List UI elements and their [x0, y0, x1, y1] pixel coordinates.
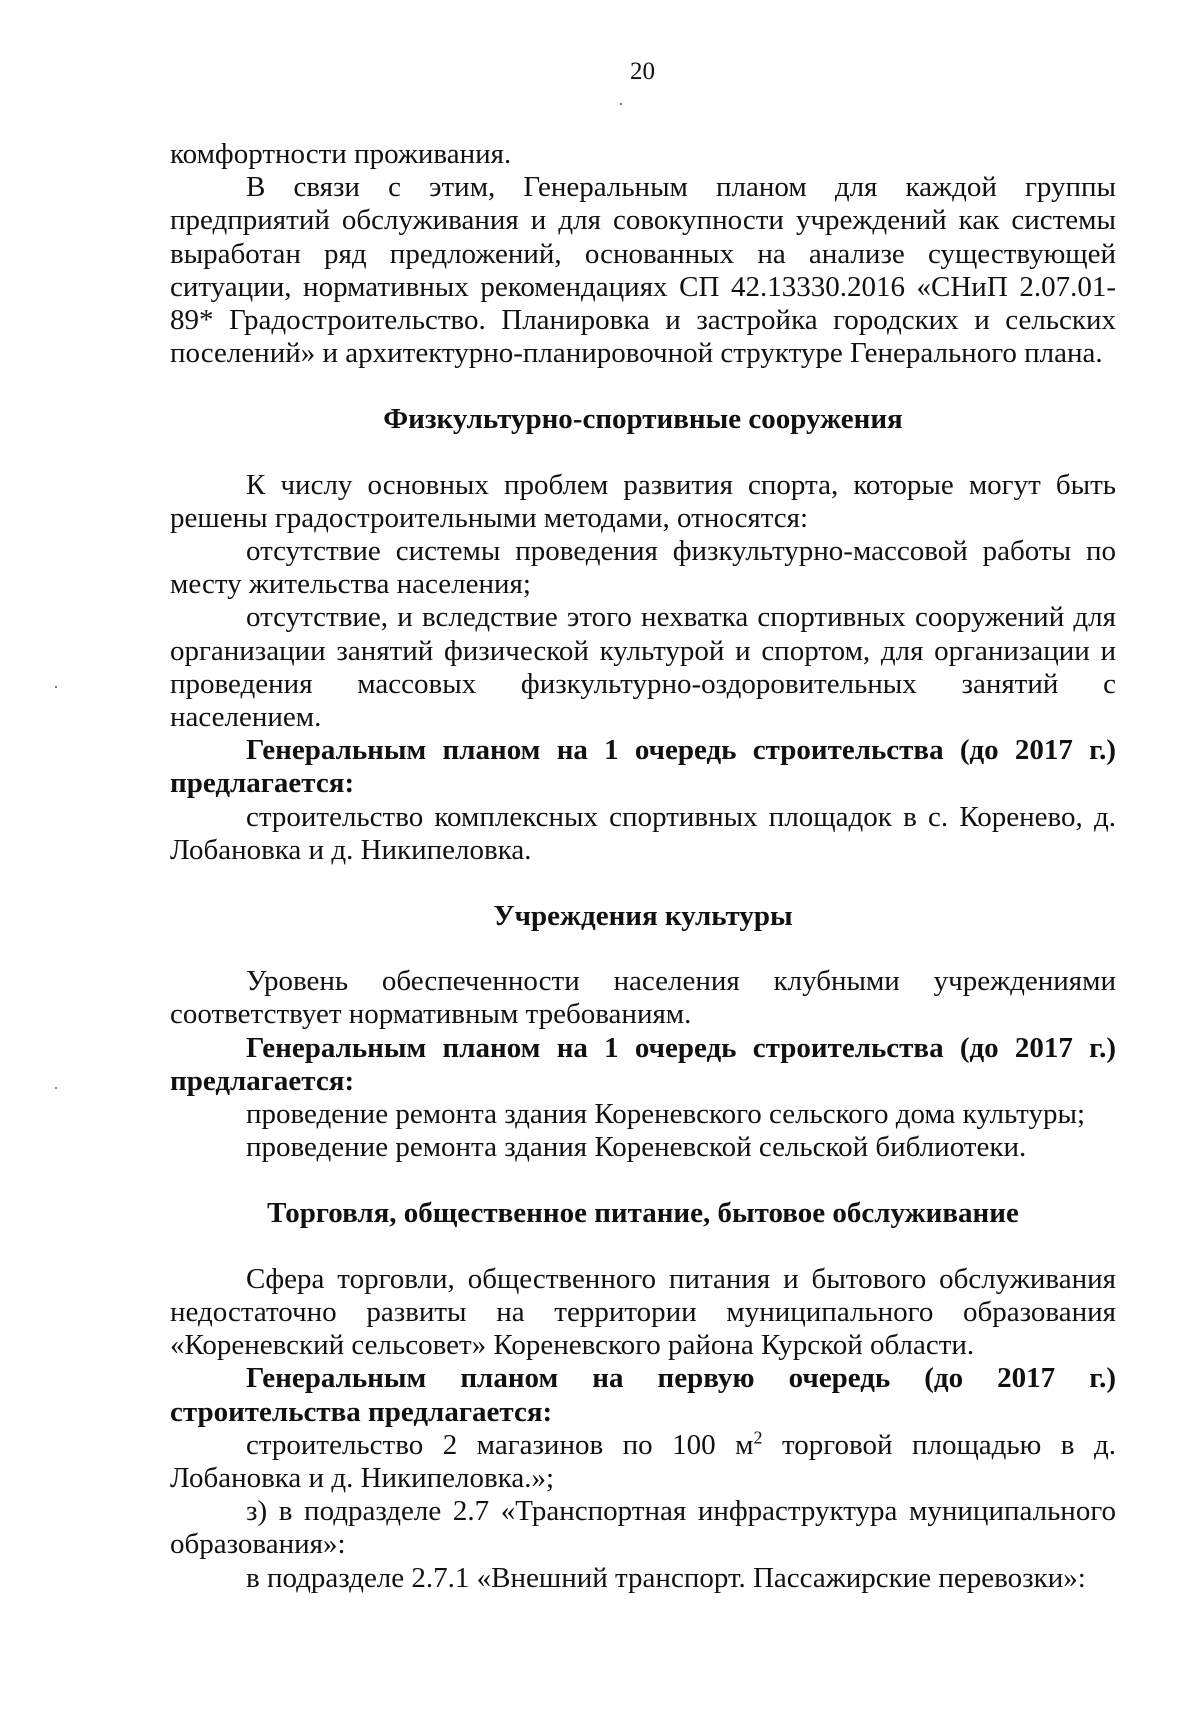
paragraph: отсутствие, и вследствие этого нехватка спортивных сооружений для организации занятий физической культурой и спортом, для организации и проведения массовых физкультурно-оздоровительных занятий с населением.: [170, 601, 1116, 734]
list-item: з) в подразделе 2.7 «Транспортная инфраструктура муниципального образования»:: [170, 1495, 1116, 1561]
paragraph: В связи с этим, Генеральным планом для каждой группы предприятий обслуживания и для совокупности учреждений как системы выработан ряд предложений, основанных на анализе существующей ситуации, нормативных рекомендациях СП 42.13330.2016 «СНиП 2.07.01-89* Градостроительство. Планировка и застройка городских и сельских поселений» и архитектурно-планировочной структуре Генерального плана.: [170, 171, 1116, 370]
paragraph: комфортности проживания.: [170, 138, 512, 170]
proposal-paragraph: Генеральным планом на 1 очередь строительства (до 2017 г.) предлагается:: [170, 734, 1116, 800]
section-heading-trade: Торговля, общественное питание, бытовое обслуживание: [267, 1197, 1019, 1230]
proposal-paragraph: Генеральным планом на первую очередь (до 2017 г.) строительства предлагается:: [170, 1362, 1116, 1428]
page-number: 20: [630, 58, 655, 85]
paragraph: Сфера торговли, общественного питания и бытового обслуживания недостаточно развиты на территории муниципального образования «Кореневский сельсовет» Кореневского района Курской области.: [170, 1262, 1116, 1362]
section-heading-culture: Учреждения культуры: [493, 900, 793, 933]
paragraph: отсутствие системы проведения физкультурно-массовой работы по месту жительства населения;: [170, 535, 1116, 601]
scan-mark: [55, 686, 57, 688]
list-item: в подразделе 2.7.1 «Внешний транспорт. Пассажирские перевозки»:: [246, 1561, 1086, 1594]
scan-mark: [620, 103, 622, 105]
superscript: 2: [753, 1427, 763, 1448]
list-item-text: торговой площадью в д. Лобановка и д. Никипеловка.»;: [170, 1428, 1116, 1494]
list-item: проведение ремонта здания Кореневской сельской библиотеки.: [246, 1131, 1027, 1164]
paragraph: Уровень обеспеченности населения клубными учреждениями соответствует нормативным требованиям.: [170, 965, 1116, 1031]
list-item: проведение ремонта здания Кореневского сельского дома культуры;: [246, 1098, 1086, 1131]
list-item-text: строительство 2 магазинов по 100 м: [246, 1428, 754, 1461]
scan-mark: [55, 1087, 57, 1089]
list-item: строительство комплексных спортивных площадок в с. Коренево, д. Лобановка и д. Никипеловка.: [170, 800, 1116, 866]
paragraph: К числу основных проблем развития спорта, которые могут быть решены градостроительными методами, относятся:: [170, 468, 1116, 534]
document-body: [170, 138, 1116, 1595]
section-heading-sport: Физкультурно-спортивные сооружения: [383, 403, 903, 436]
proposal-paragraph: Генеральным планом на 1 очередь строительства (до 2017 г.) предлагается:: [170, 1031, 1116, 1097]
list-item: [170, 1429, 1116, 1495]
